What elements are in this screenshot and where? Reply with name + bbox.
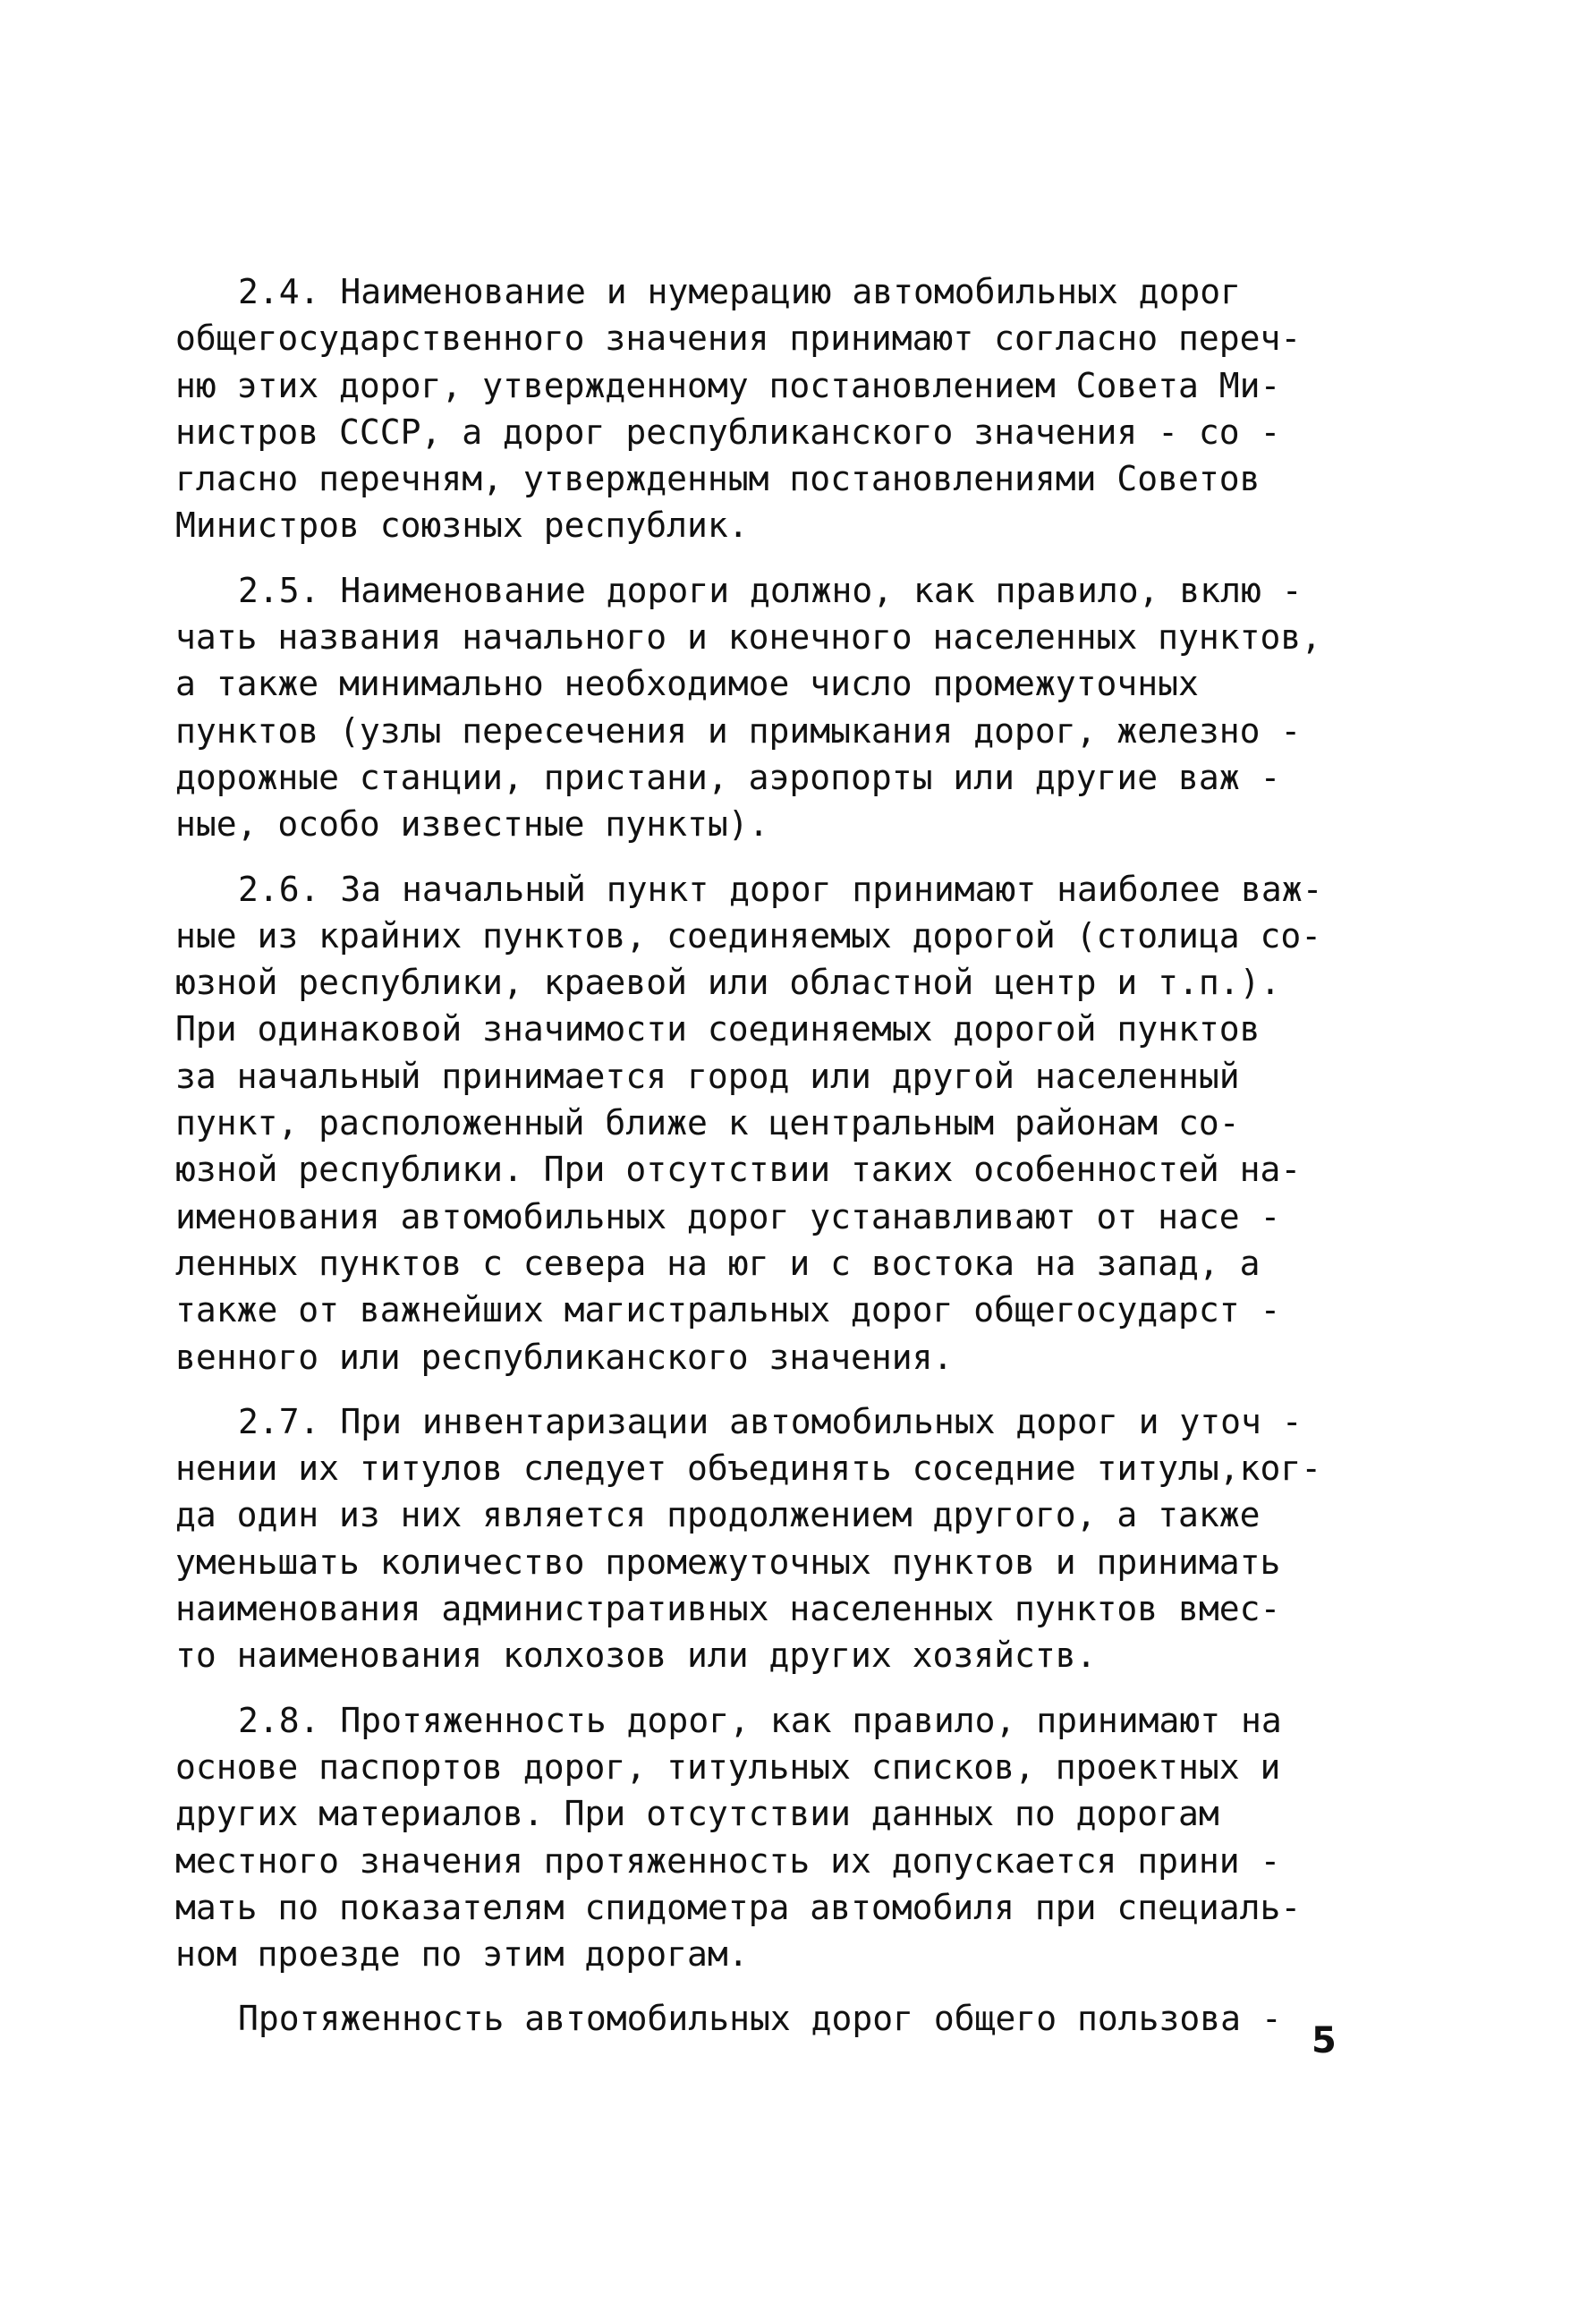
text-line: юзной республики. При отсутствии таких особенностей на- xyxy=(175,1150,1302,1190)
text-line: ню этих дорог, утвержденному постановлением Совета Ми- xyxy=(175,365,1281,405)
paragraph-2-8 xyxy=(175,1697,1374,1978)
text-line: нении их титулов следует объединять соседние титулы,ког- xyxy=(175,1449,1322,1489)
text-line: 2.6. За начальный пункт дорог принимают наиболее важ- xyxy=(238,869,1323,909)
text-line: 2.4. Наименование и нумерацию автомобильных дорог xyxy=(238,272,1242,311)
text-line: 2.8. Протяженность дорог, как правило, принимают на xyxy=(238,1700,1282,1740)
paragraph-2-6 xyxy=(175,866,1374,1381)
text-line: а также минимально необходимое число промежуточных xyxy=(175,664,1199,704)
text-line: общегосударственного значения принимают согласно переч- xyxy=(175,319,1302,359)
text-line: Министров союзных республик. xyxy=(175,506,749,546)
text-line: пунктов (узлы пересечения и примыкания дорог, железно - xyxy=(175,710,1302,751)
paragraph-last xyxy=(175,1995,1374,2042)
body-text xyxy=(175,268,1374,2060)
text-line: также от важнейших магистральных дорог общегосударст - xyxy=(175,1290,1281,1330)
text-line: мать по показателям спидометра автомобиля при специаль- xyxy=(175,1887,1302,1927)
text-line: юзной республики, краевой или областной центр и т.п.). xyxy=(175,963,1281,1003)
paragraph-2-7 xyxy=(175,1398,1374,1679)
text-line: ленных пунктов с севера на юг и с востока на запад, а xyxy=(175,1243,1261,1283)
text-line: При одинаковой значимости соединяемых дорогой пунктов xyxy=(175,1009,1261,1049)
paragraph-2-5 xyxy=(175,567,1374,848)
text-line: наименования административных населенных пунктов вмес- xyxy=(175,1589,1281,1629)
text-line: ные из крайних пунктов, соединяемых дорогой (столица со- xyxy=(175,915,1322,956)
text-line: Протяженность автомобильных дорог общего пользова - xyxy=(238,1999,1282,2039)
paragraph-2-4 xyxy=(175,268,1374,549)
text-line: 2.7. При инвентаризации автомобильных дорог и уточ - xyxy=(238,1401,1303,1441)
text-line: пункт, расположенный ближе к центральным районам со- xyxy=(175,1103,1240,1143)
text-line: ном проезде по этим дорогам. xyxy=(175,1934,749,1975)
text-line: да один из них является продолжением другого, а также xyxy=(175,1495,1261,1535)
text-line: венного или республиканского значения. xyxy=(175,1337,954,1377)
text-line: то наименования колхозов или других хозяйств. xyxy=(175,1636,1097,1676)
text-line: гласно перечням, утвержденным постановлениями Советов xyxy=(175,459,1261,499)
text-line: именования автомобильных дорог устанавливают от насе - xyxy=(175,1196,1281,1236)
text-line: за начальный принимается город или другой населенный xyxy=(175,1056,1240,1096)
text-line: нистров СССР, а дорог республиканского значения - со - xyxy=(175,412,1281,452)
text-line: других материалов. При отсутствии данных по дорогам xyxy=(175,1794,1219,1834)
text-line: уменьшать количество промежуточных пунктов и принимать xyxy=(175,1542,1281,1582)
text-line: основе паспортов дорог, титульных списков, проектных и xyxy=(175,1746,1281,1787)
text-line: дорожные станции, пристани, аэропорты или другие важ - xyxy=(175,757,1281,797)
text-line: местного значения протяженность их допускается прини - xyxy=(175,1840,1281,1881)
page-number: 5 xyxy=(1312,2020,1337,2061)
text-line: чать названия начального и конечного населенных пунктов, xyxy=(175,617,1322,658)
text-line: ные, особо известные пункты). xyxy=(175,804,769,845)
text-line: 2.5. Наименование дороги должно, как правило, вклю - xyxy=(238,570,1303,610)
